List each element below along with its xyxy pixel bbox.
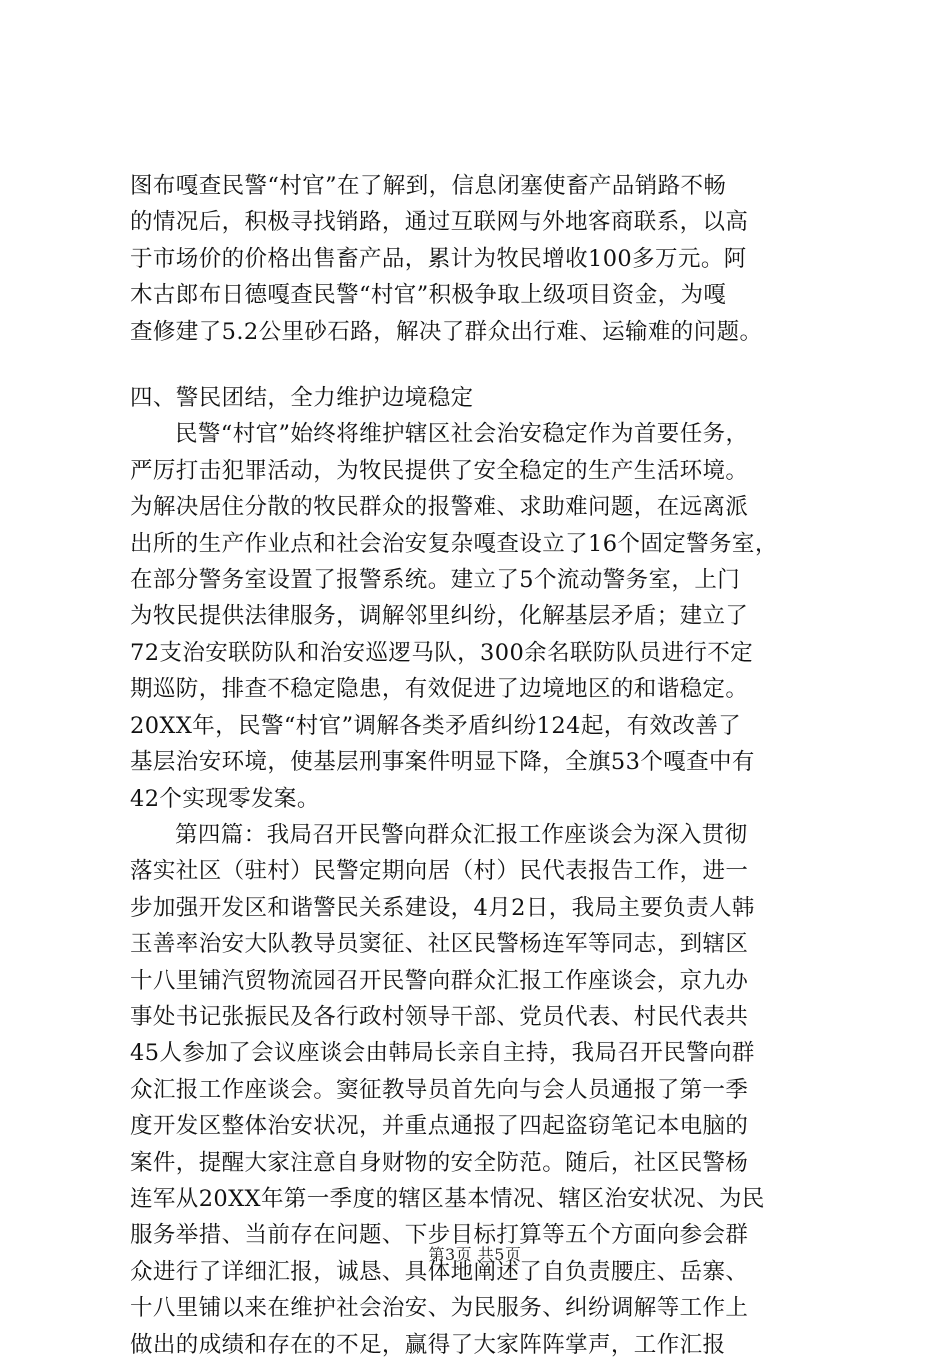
text-line: 服务举措、当前存在问题、下步目标打算等五个方面向参会群 — [130, 1222, 749, 1249]
text-line: 基层治安环境，使基层刑事案件明显下降，全旗53个嘎查中有 — [130, 749, 755, 776]
text-line: 众汇报工作座谈会。窦征教导员首先向与会人员通报了第一季 — [130, 1076, 749, 1103]
text-line: 十八里铺以来在维护社会治安、为民服务、纠纷调解等工作上 — [130, 1295, 749, 1322]
text-line: 民警“村官”始终将维护辖区社会治安稳定作为首要任务， — [175, 421, 749, 448]
document-body — [130, 168, 840, 1363]
text-line: 为牧民提供法律服务，调解邻里纠纷，化解基层矛盾；建立了 — [130, 603, 749, 630]
paragraph-fourth-article — [130, 817, 840, 1363]
heading-text: 四、警民团结，全力维护边境稳定 — [130, 385, 474, 412]
text-line: 于市场价的价格出售畜产品，累计为牧民增收100多万元。阿 — [130, 245, 747, 272]
text-line: 步加强开发区和谐警民关系建设，4月2日，我局主要负责人韩 — [130, 894, 755, 921]
text-line: 20XX年，民警“村官”调解各类矛盾纠纷124起，有效改善了 — [130, 712, 742, 739]
paragraph-livestock-sales — [130, 168, 840, 350]
text-line: 为解决居住分散的牧民群众的报警难、求助难问题，在远离派 — [130, 494, 749, 521]
page-number-footer: 第3页 共5页 — [428, 1245, 522, 1264]
text-line: 众进行了详细汇报，诚恳、具体地阐述了自负责腰庄、岳寨、 — [130, 1258, 749, 1285]
text-line: 45人参加了会议座谈会由韩局长亲自主持，我局召开民警向群 — [130, 1040, 755, 1067]
text-line: 期巡防，排查不稳定隐患，有效促进了边境地区的和谐稳定。 — [130, 676, 749, 703]
text-line: 查修建了5.2公里砂石路，解决了群众出行难、运输难的问题。 — [130, 318, 763, 345]
text-line: 第四篇：我局召开民警向群众汇报工作座谈会为深入贯彻 — [175, 821, 748, 848]
text-line: 图布嘎查民警“村官”在了解到，信息闭塞使畜产品销路不畅 — [130, 173, 727, 199]
text-line: 木古郎布日德嘎查民警“村官”积极争取上级项目资金，为嘎 — [130, 282, 727, 309]
text-line: 在部分警务室设置了报警系统。建立了5个流动警务室，上门 — [130, 567, 741, 594]
text-line: 72支治安联防队和治安巡逻马队，300余名联防队员进行不定 — [130, 639, 754, 666]
text-line: 落实社区（驻村）民警定期向居（村）民代表报告工作，进一 — [130, 858, 749, 885]
text-line: 玉善率治安大队教导员窦征、社区民警杨连军等同志，到辖区 — [130, 931, 749, 958]
paragraph-border-stability — [130, 416, 840, 816]
text-line: 严厉打击犯罪活动，为牧民提供了安全稳定的生产生活环境。 — [130, 457, 749, 484]
text-line: 度开发区整体治安状况，并重点通报了四起盗窃笔记本电脑的 — [130, 1113, 749, 1140]
text-line: 事处书记张振民及各行政村领导干部、党员代表、村民代表共 — [130, 1003, 749, 1030]
text-line: 出所的生产作业点和社会治安复杂嘎查设立了16个固定警务室， — [130, 530, 778, 557]
text-line: 42个实现零发案。 — [130, 785, 320, 812]
section-heading — [130, 380, 840, 416]
text-line: 案件，提醒大家注意自身财物的安全防范。随后，社区民警杨 — [130, 1149, 749, 1176]
text-line: 连军从20XX年第一季度的辖区基本情况、辖区治安状况、为民 — [130, 1185, 765, 1212]
text-line: 十八里铺汽贸物流园召开民警向群众汇报工作座谈会，京九办 — [130, 967, 749, 994]
text-line: 做出的成绩和存在的不足，赢得了大家阵阵掌声，工作汇报 — [130, 1331, 726, 1358]
paragraph-gap — [130, 350, 840, 380]
text-line: 的情况后，积极寻找销路，通过互联网与外地客商联系，以高 — [130, 209, 749, 236]
